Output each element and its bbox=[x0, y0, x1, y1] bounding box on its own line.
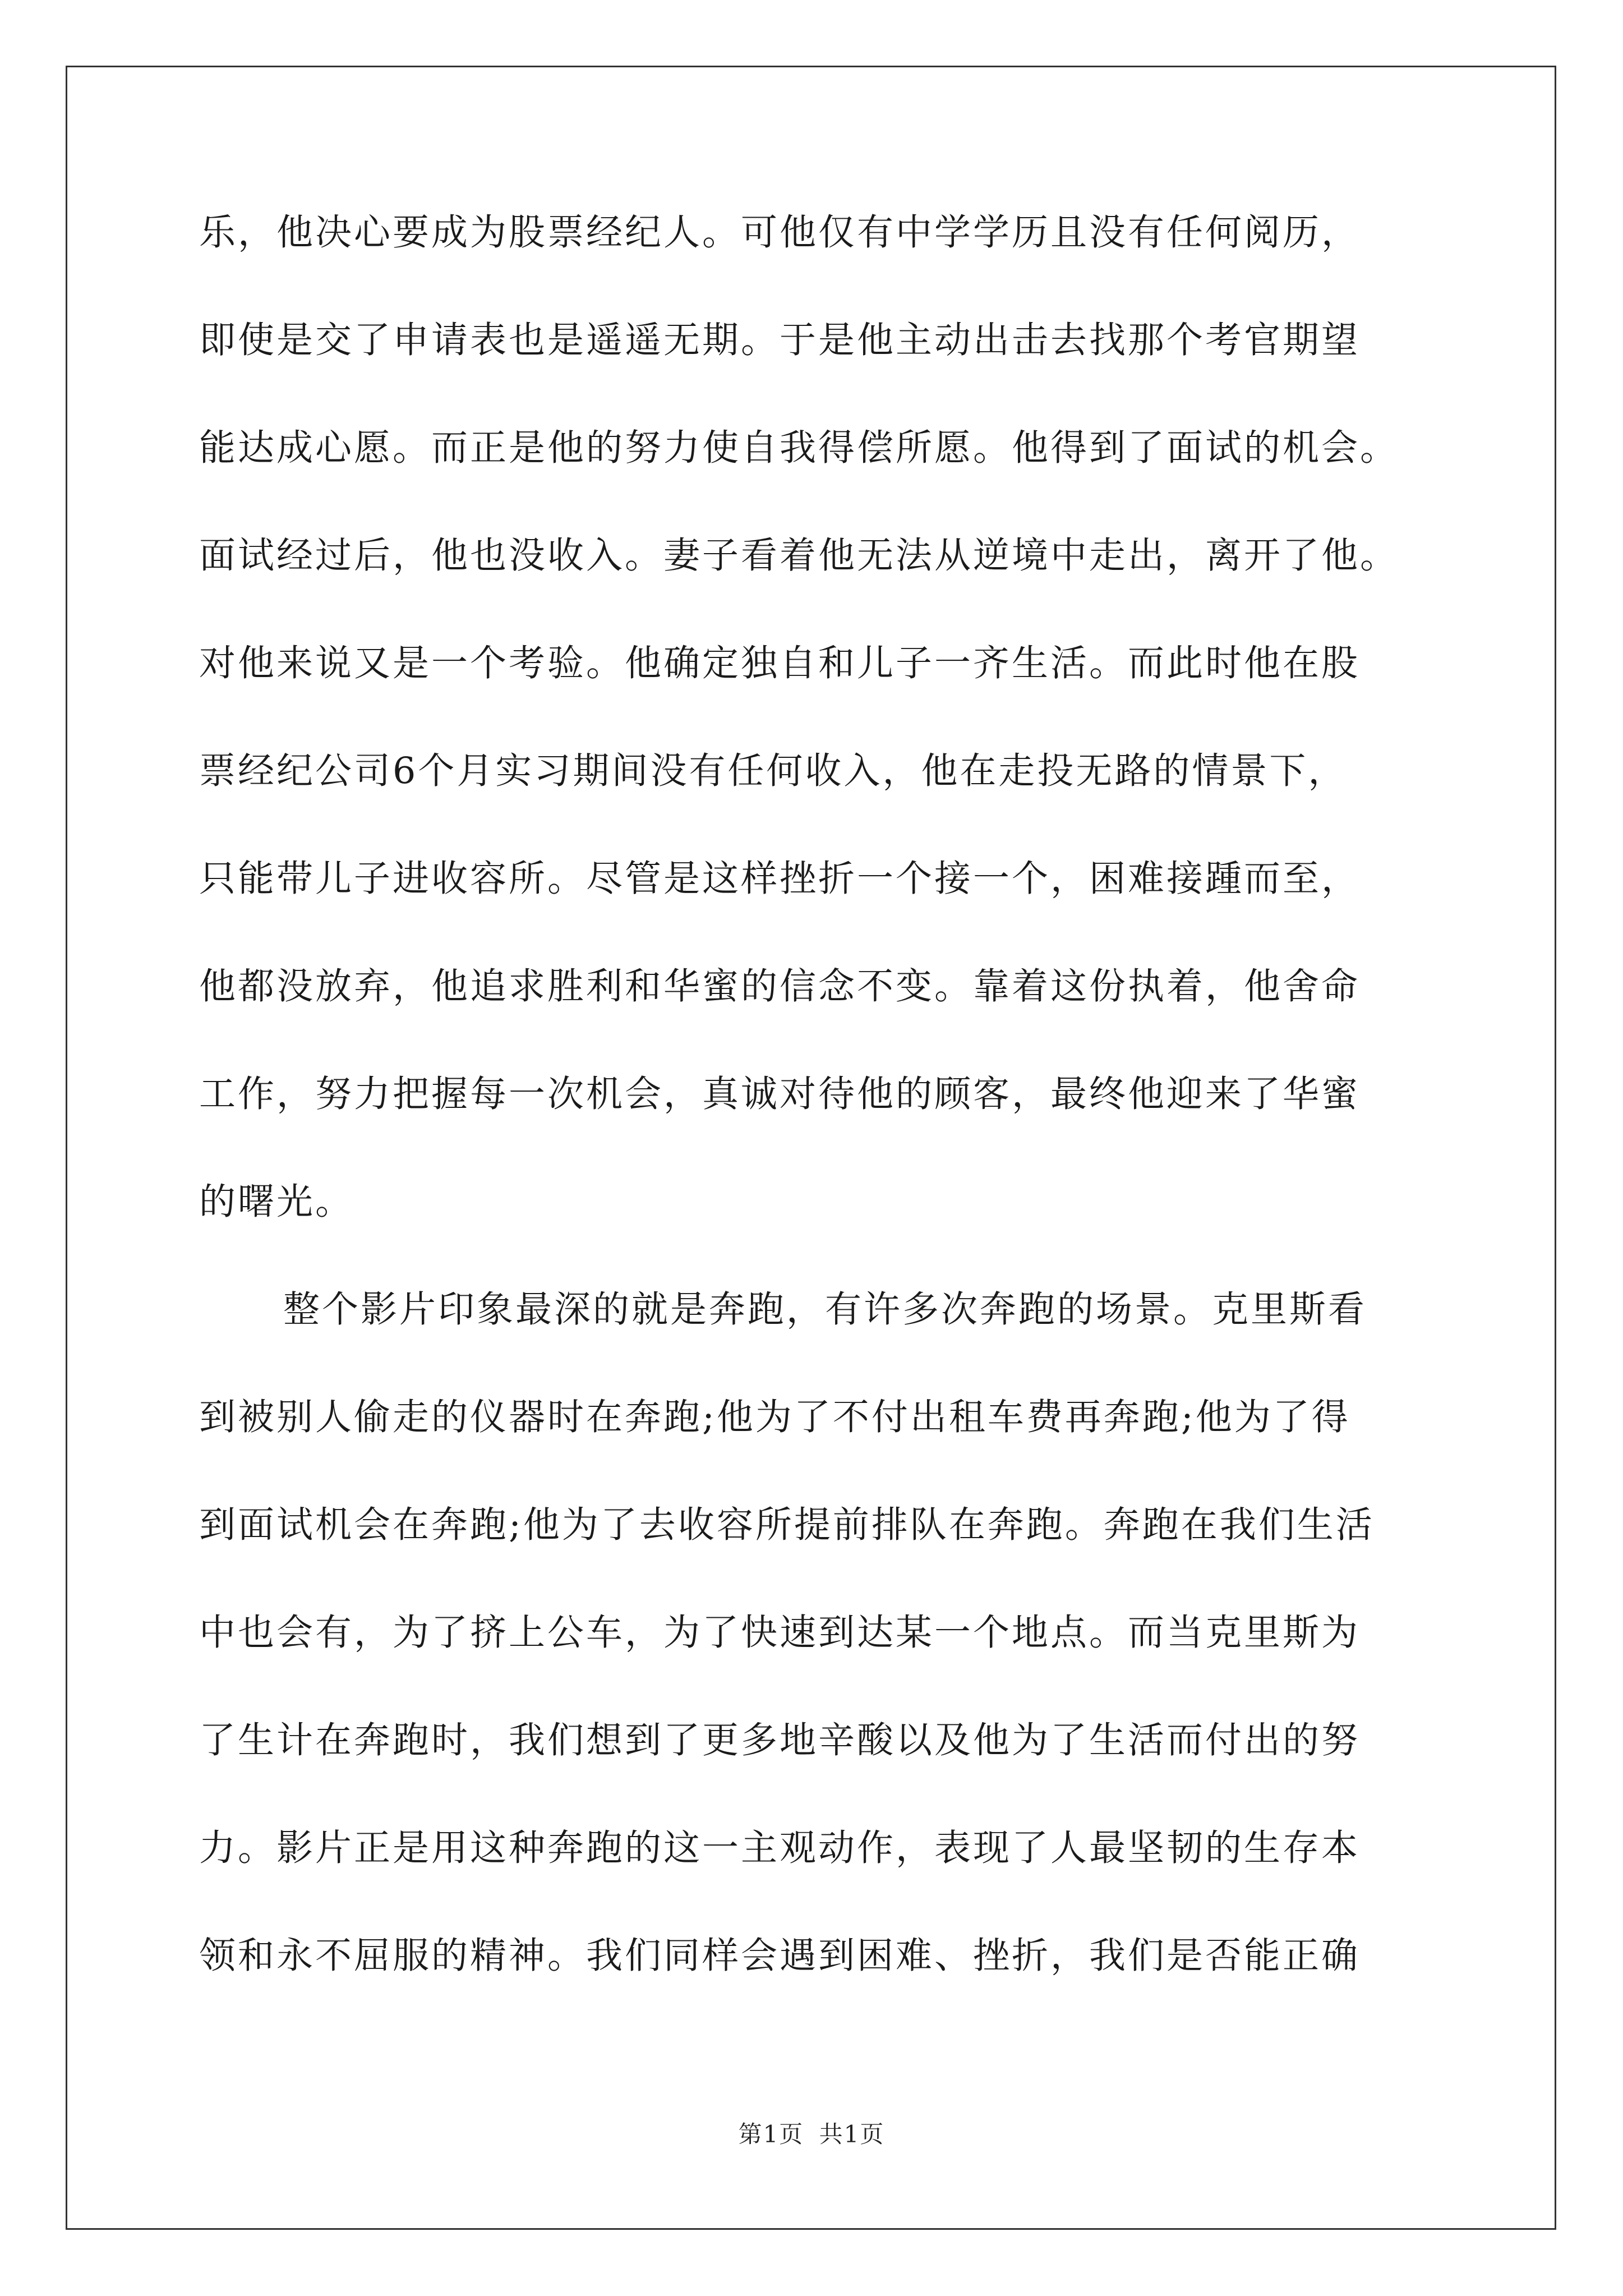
text-line: 力。影片正是用这种奔跑的这一主观动作，表现了人最坚韧的生存本 bbox=[199, 1827, 1361, 1869]
page-total: 共1页 bbox=[819, 2120, 885, 2148]
text-line: 票经纪公司6个月实习期间没有任何收入，他在走投无路的情景下， bbox=[199, 750, 1347, 792]
text-line: 到被别人偷走的仪器时在奔跑;他为了不付出租车费再奔跑;他为了得 bbox=[199, 1396, 1350, 1438]
text-line: 了生计在奔跑时，我们想到了更多地辛酸以及他为了生活而付出的努 bbox=[199, 1719, 1361, 1761]
text-line: 只能带儿子进收容所。尽管是这样挫折一个接一个，困难接踵而至， bbox=[199, 858, 1361, 900]
paragraph-first-line: 整个影片印象最深的就是奔跑，有许多次奔跑的场景。克里斯看 bbox=[283, 1289, 1367, 1331]
text-line: 领和永不屈服的精神。我们同样会遇到困难、挫折，我们是否能正确 bbox=[199, 1935, 1361, 1977]
text-line: 他都没放弃，他追求胜利和华蜜的信念不变。靠着这份执着，他舍命 bbox=[199, 965, 1361, 1007]
text-line: 的曙光。 bbox=[199, 1181, 354, 1223]
text-line: 面试经过后，他也没收入。妻子看着他无法从逆境中走出，离开了他。 bbox=[199, 535, 1399, 577]
page-footer bbox=[0, 2118, 1623, 2151]
text-line: 到面试机会在奔跑;他为了去收容所提前排队在奔跑。奔跑在我们生活 bbox=[199, 1504, 1375, 1546]
text-line: 乐，他决心要成为股票经纪人。可他仅有中学学历且没有任何阅历， bbox=[199, 211, 1361, 254]
text-line: 即使是交了申请表也是遥遥无期。于是他主动出击去找那个考官期望 bbox=[199, 319, 1361, 361]
text-line: 能达成心愿。而正是他的努力使自我得偿所愿。他得到了面试的机会。 bbox=[199, 427, 1399, 469]
text-line: 工作，努力把握每一次机会，真诚对待他的顾客，最终他迎来了华蜜 bbox=[199, 1073, 1361, 1115]
page-number: 第1页 bbox=[738, 2120, 804, 2148]
text-line: 对他来说又是一个考验。他确定独自和儿子一齐生活。而此时他在股 bbox=[199, 642, 1361, 684]
text-line: 中也会有，为了挤上公车，为了快速到达某一个地点。而当克里斯为 bbox=[199, 1612, 1361, 1654]
page-border bbox=[66, 66, 1556, 2230]
